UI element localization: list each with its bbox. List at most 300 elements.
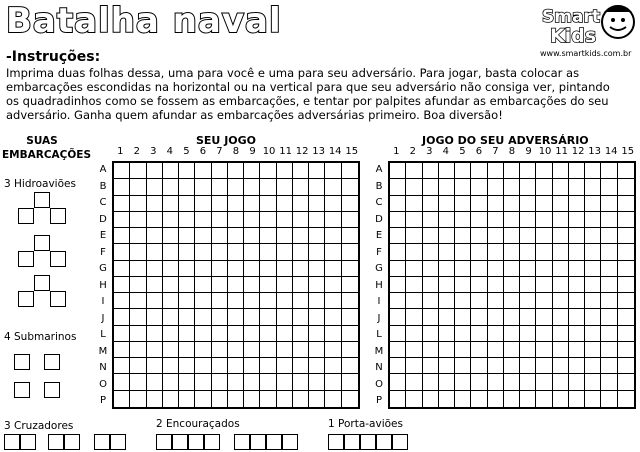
own-grid-cell[interactable] bbox=[130, 244, 146, 260]
own-grid-cell[interactable] bbox=[195, 179, 211, 195]
seaplane-square[interactable] bbox=[34, 235, 50, 251]
seaplane-square[interactable] bbox=[50, 291, 66, 307]
opponent-grid-cell[interactable] bbox=[455, 179, 471, 195]
own-grid-cell[interactable] bbox=[244, 228, 260, 244]
own-grid-cell[interactable] bbox=[179, 391, 195, 407]
opponent-grid-cell[interactable] bbox=[390, 261, 406, 277]
own-grid-cell[interactable] bbox=[260, 179, 276, 195]
opponent-grid-cell[interactable] bbox=[390, 374, 406, 390]
seaplane-square[interactable] bbox=[18, 291, 34, 307]
own-grid-cell[interactable] bbox=[244, 212, 260, 228]
own-grid-cell[interactable] bbox=[244, 326, 260, 342]
own-grid-cell[interactable] bbox=[309, 277, 325, 293]
opponent-grid-cell[interactable] bbox=[520, 244, 536, 260]
opponent-grid-cell[interactable] bbox=[585, 261, 601, 277]
opponent-grid-cell[interactable] bbox=[601, 163, 617, 179]
own-grid-cell[interactable] bbox=[309, 163, 325, 179]
opponent-grid-cell[interactable] bbox=[439, 358, 455, 374]
opponent-grid-cell[interactable] bbox=[504, 244, 520, 260]
opponent-grid-cell[interactable] bbox=[585, 309, 601, 325]
opponent-grid-cell[interactable] bbox=[504, 196, 520, 212]
opponent-grid-cell[interactable] bbox=[553, 196, 569, 212]
own-grid-cell[interactable] bbox=[342, 261, 358, 277]
own-grid-cell[interactable] bbox=[260, 228, 276, 244]
own-grid-cell[interactable] bbox=[293, 391, 309, 407]
opponent-grid-cell[interactable] bbox=[488, 326, 504, 342]
own-grid-cell[interactable] bbox=[163, 261, 179, 277]
cruiser-square[interactable] bbox=[94, 434, 110, 450]
opponent-grid-cell[interactable] bbox=[618, 309, 634, 325]
opponent-grid-cell[interactable] bbox=[585, 374, 601, 390]
own-grid-cell[interactable] bbox=[342, 326, 358, 342]
own-grid-cell[interactable] bbox=[293, 277, 309, 293]
opponent-grid-cell[interactable] bbox=[569, 163, 585, 179]
own-grid-cell[interactable] bbox=[260, 196, 276, 212]
own-grid-cell[interactable] bbox=[325, 244, 341, 260]
battleship-square[interactable] bbox=[188, 434, 204, 450]
own-grid-cell[interactable] bbox=[212, 391, 228, 407]
submarine-square[interactable] bbox=[44, 354, 60, 370]
own-grid-cell[interactable] bbox=[114, 342, 130, 358]
opponent-grid-cell[interactable] bbox=[455, 293, 471, 309]
own-grid-cell[interactable] bbox=[147, 212, 163, 228]
opponent-grid-cell[interactable] bbox=[585, 163, 601, 179]
opponent-grid-cell[interactable] bbox=[488, 212, 504, 228]
own-grid-cell[interactable] bbox=[228, 244, 244, 260]
own-grid-cell[interactable] bbox=[130, 212, 146, 228]
own-grid-cell[interactable] bbox=[179, 163, 195, 179]
own-grid-cell[interactable] bbox=[342, 293, 358, 309]
own-grid-cell[interactable] bbox=[228, 293, 244, 309]
opponent-grid-cell[interactable] bbox=[618, 212, 634, 228]
own-grid-cell[interactable] bbox=[114, 358, 130, 374]
own-grid-cell[interactable] bbox=[212, 212, 228, 228]
opponent-grid-cell[interactable] bbox=[569, 244, 585, 260]
own-grid-cell[interactable] bbox=[325, 293, 341, 309]
opponent-grid-cell[interactable] bbox=[569, 277, 585, 293]
opponent-grid-cell[interactable] bbox=[569, 179, 585, 195]
own-grid-cell[interactable] bbox=[260, 212, 276, 228]
own-grid-cell[interactable] bbox=[179, 309, 195, 325]
opponent-grid-cell[interactable] bbox=[423, 342, 439, 358]
seaplane-square[interactable] bbox=[34, 192, 50, 208]
own-grid-cell[interactable] bbox=[179, 277, 195, 293]
opponent-grid-cell[interactable] bbox=[553, 212, 569, 228]
opponent-grid-cell[interactable] bbox=[601, 179, 617, 195]
opponent-grid-cell[interactable] bbox=[553, 163, 569, 179]
cruiser-square[interactable] bbox=[110, 434, 126, 450]
opponent-grid-cell[interactable] bbox=[488, 342, 504, 358]
own-grid-cell[interactable] bbox=[130, 342, 146, 358]
opponent-grid-cell[interactable] bbox=[520, 179, 536, 195]
own-grid-cell[interactable] bbox=[309, 228, 325, 244]
own-grid-cell[interactable] bbox=[130, 179, 146, 195]
opponent-grid-cell[interactable] bbox=[488, 374, 504, 390]
own-grid-cell[interactable] bbox=[325, 277, 341, 293]
cruiser-square[interactable] bbox=[4, 434, 20, 450]
opponent-grid-cell[interactable] bbox=[618, 391, 634, 407]
carrier-square[interactable] bbox=[376, 434, 392, 450]
opponent-grid-cell[interactable] bbox=[390, 309, 406, 325]
opponent-grid-cell[interactable] bbox=[439, 228, 455, 244]
opponent-grid-cell[interactable] bbox=[406, 326, 422, 342]
opponent-grid-cell[interactable] bbox=[553, 293, 569, 309]
opponent-grid-cell[interactable] bbox=[520, 261, 536, 277]
opponent-grid-cell[interactable] bbox=[553, 391, 569, 407]
cruiser-square[interactable] bbox=[48, 434, 64, 450]
opponent-grid-cell[interactable] bbox=[455, 196, 471, 212]
opponent-grid-cell[interactable] bbox=[601, 228, 617, 244]
own-grid-cell[interactable] bbox=[212, 163, 228, 179]
opponent-grid-cell[interactable] bbox=[406, 196, 422, 212]
own-grid-cell[interactable] bbox=[260, 163, 276, 179]
opponent-grid-cell[interactable] bbox=[569, 391, 585, 407]
own-grid-cell[interactable] bbox=[114, 277, 130, 293]
own-grid-cell[interactable] bbox=[277, 391, 293, 407]
own-grid-cell[interactable] bbox=[244, 309, 260, 325]
opponent-grid-cell[interactable] bbox=[536, 309, 552, 325]
own-grid-cell[interactable] bbox=[212, 261, 228, 277]
own-grid-cell[interactable] bbox=[293, 342, 309, 358]
opponent-grid-cell[interactable] bbox=[423, 179, 439, 195]
opponent-grid-cell[interactable] bbox=[423, 374, 439, 390]
own-grid-cell[interactable] bbox=[293, 196, 309, 212]
own-grid-cell[interactable] bbox=[293, 326, 309, 342]
opponent-grid-cell[interactable] bbox=[536, 358, 552, 374]
own-grid-cell[interactable] bbox=[325, 309, 341, 325]
own-grid-cell[interactable] bbox=[114, 293, 130, 309]
opponent-grid-cell[interactable] bbox=[423, 196, 439, 212]
own-grid-cell[interactable] bbox=[147, 261, 163, 277]
opponent-grid-cell[interactable] bbox=[618, 374, 634, 390]
opponent-grid-cell[interactable] bbox=[553, 277, 569, 293]
opponent-grid-cell[interactable] bbox=[618, 228, 634, 244]
own-grid-cell[interactable] bbox=[179, 261, 195, 277]
submarine-square[interactable] bbox=[44, 382, 60, 398]
opponent-grid-cell[interactable] bbox=[471, 244, 487, 260]
opponent-grid-cell[interactable] bbox=[488, 261, 504, 277]
own-grid-cell[interactable] bbox=[260, 277, 276, 293]
own-grid-cell[interactable] bbox=[163, 212, 179, 228]
own-grid-cell[interactable] bbox=[179, 212, 195, 228]
own-grid-cell[interactable] bbox=[309, 326, 325, 342]
own-grid-cell[interactable] bbox=[309, 261, 325, 277]
opponent-grid-cell[interactable] bbox=[569, 358, 585, 374]
opponent-grid-cell[interactable] bbox=[488, 293, 504, 309]
own-grid-cell[interactable] bbox=[195, 163, 211, 179]
own-grid-cell[interactable] bbox=[179, 358, 195, 374]
own-grid-cell[interactable] bbox=[195, 293, 211, 309]
opponent-grid-cell[interactable] bbox=[406, 277, 422, 293]
own-grid-cell[interactable] bbox=[277, 277, 293, 293]
opponent-grid-cell[interactable] bbox=[390, 342, 406, 358]
own-grid-cell[interactable] bbox=[130, 293, 146, 309]
opponent-grid-cell[interactable] bbox=[585, 358, 601, 374]
own-grid-cell[interactable] bbox=[147, 196, 163, 212]
opponent-grid-cell[interactable] bbox=[423, 228, 439, 244]
own-grid-cell[interactable] bbox=[163, 228, 179, 244]
own-grid-cell[interactable] bbox=[163, 244, 179, 260]
own-grid-cell[interactable] bbox=[293, 163, 309, 179]
opponent-grid-cell[interactable] bbox=[423, 261, 439, 277]
own-grid-cell[interactable] bbox=[212, 326, 228, 342]
own-grid-cell[interactable] bbox=[228, 358, 244, 374]
carrier-square[interactable] bbox=[328, 434, 344, 450]
own-grid-cell[interactable] bbox=[195, 244, 211, 260]
opponent-grid-cell[interactable] bbox=[504, 261, 520, 277]
own-grid-cell[interactable] bbox=[228, 309, 244, 325]
cruiser-square[interactable] bbox=[20, 434, 36, 450]
opponent-grid-cell[interactable] bbox=[455, 342, 471, 358]
own-grid-cell[interactable] bbox=[342, 277, 358, 293]
opponent-grid-cell[interactable] bbox=[471, 212, 487, 228]
opponent-grid-cell[interactable] bbox=[455, 309, 471, 325]
opponent-grid-cell[interactable] bbox=[569, 342, 585, 358]
own-grid-cell[interactable] bbox=[212, 179, 228, 195]
opponent-grid-cell[interactable] bbox=[439, 179, 455, 195]
own-grid-cell[interactable] bbox=[147, 228, 163, 244]
own-grid-cell[interactable] bbox=[277, 374, 293, 390]
opponent-grid-cell[interactable] bbox=[504, 228, 520, 244]
opponent-grid-cell[interactable] bbox=[536, 244, 552, 260]
own-grid-cell[interactable] bbox=[163, 309, 179, 325]
opponent-grid-cell[interactable] bbox=[390, 293, 406, 309]
own-grid-cell[interactable] bbox=[228, 326, 244, 342]
opponent-grid-cell[interactable] bbox=[390, 391, 406, 407]
battleship-square[interactable] bbox=[234, 434, 250, 450]
own-grid-cell[interactable] bbox=[325, 261, 341, 277]
own-grid-cell[interactable] bbox=[309, 342, 325, 358]
own-grid-cell[interactable] bbox=[342, 358, 358, 374]
opponent-grid-cell[interactable] bbox=[439, 196, 455, 212]
opponent-grid-cell[interactable] bbox=[406, 358, 422, 374]
own-grid-cell[interactable] bbox=[342, 212, 358, 228]
opponent-grid-cell[interactable] bbox=[618, 196, 634, 212]
own-grid-cell[interactable] bbox=[114, 179, 130, 195]
opponent-grid-cell[interactable] bbox=[569, 326, 585, 342]
opponent-grid-cell[interactable] bbox=[601, 293, 617, 309]
own-grid-cell[interactable] bbox=[244, 391, 260, 407]
opponent-grid-cell[interactable] bbox=[569, 228, 585, 244]
opponent-grid-cell[interactable] bbox=[504, 293, 520, 309]
opponent-grid-cell[interactable] bbox=[601, 309, 617, 325]
own-grid-cell[interactable] bbox=[212, 309, 228, 325]
own-grid-cell[interactable] bbox=[147, 277, 163, 293]
own-grid-cell[interactable] bbox=[163, 179, 179, 195]
opponent-grid-cell[interactable] bbox=[536, 196, 552, 212]
opponent-grid-cell[interactable] bbox=[585, 196, 601, 212]
own-grid-cell[interactable] bbox=[277, 244, 293, 260]
own-grid-cell[interactable] bbox=[244, 358, 260, 374]
opponent-grid-cell[interactable] bbox=[423, 277, 439, 293]
opponent-grid-cell[interactable] bbox=[536, 326, 552, 342]
own-grid-cell[interactable] bbox=[195, 309, 211, 325]
opponent-grid-cell[interactable] bbox=[536, 342, 552, 358]
battleship-square[interactable] bbox=[156, 434, 172, 450]
own-grid-cell[interactable] bbox=[114, 391, 130, 407]
own-grid-cell[interactable] bbox=[244, 374, 260, 390]
opponent-grid-cell[interactable] bbox=[390, 244, 406, 260]
opponent-grid-cell[interactable] bbox=[390, 179, 406, 195]
own-grid-cell[interactable] bbox=[342, 196, 358, 212]
seaplane-square[interactable] bbox=[34, 275, 50, 291]
opponent-grid-cell[interactable] bbox=[439, 212, 455, 228]
opponent-grid-cell[interactable] bbox=[423, 293, 439, 309]
opponent-grid-cell[interactable] bbox=[406, 244, 422, 260]
own-grid-cell[interactable] bbox=[179, 244, 195, 260]
own-grid-cell[interactable] bbox=[342, 179, 358, 195]
opponent-grid-cell[interactable] bbox=[406, 374, 422, 390]
opponent-grid-cell[interactable] bbox=[439, 261, 455, 277]
opponent-grid-cell[interactable] bbox=[536, 228, 552, 244]
opponent-grid-cell[interactable] bbox=[618, 261, 634, 277]
opponent-grid-cell[interactable] bbox=[520, 309, 536, 325]
own-grid-cell[interactable] bbox=[163, 374, 179, 390]
opponent-grid-cell[interactable] bbox=[585, 391, 601, 407]
own-grid-cell[interactable] bbox=[293, 244, 309, 260]
opponent-grid-cell[interactable] bbox=[585, 244, 601, 260]
own-grid-cell[interactable] bbox=[309, 244, 325, 260]
own-grid-cell[interactable] bbox=[260, 391, 276, 407]
opponent-grid-cell[interactable] bbox=[406, 212, 422, 228]
opponent-grid-cell[interactable] bbox=[406, 179, 422, 195]
opponent-grid-cell[interactable] bbox=[601, 391, 617, 407]
own-grid-cell[interactable] bbox=[195, 228, 211, 244]
own-grid-cell[interactable] bbox=[195, 326, 211, 342]
own-grid-cell[interactable] bbox=[163, 293, 179, 309]
opponent-grid-cell[interactable] bbox=[471, 293, 487, 309]
opponent-grid-cell[interactable] bbox=[553, 309, 569, 325]
opponent-grid-cell[interactable] bbox=[504, 326, 520, 342]
opponent-grid-cell[interactable] bbox=[439, 342, 455, 358]
opponent-grid-cell[interactable] bbox=[553, 261, 569, 277]
own-grid-cell[interactable] bbox=[130, 358, 146, 374]
own-grid-cell[interactable] bbox=[212, 342, 228, 358]
own-grid-cell[interactable] bbox=[228, 163, 244, 179]
own-grid-cell[interactable] bbox=[277, 179, 293, 195]
own-grid-cell[interactable] bbox=[114, 196, 130, 212]
own-grid-cell[interactable] bbox=[195, 196, 211, 212]
opponent-grid-cell[interactable] bbox=[439, 163, 455, 179]
own-grid-cell[interactable] bbox=[309, 179, 325, 195]
own-grid-cell[interactable] bbox=[277, 228, 293, 244]
own-grid-cell[interactable] bbox=[342, 244, 358, 260]
own-grid-cell[interactable] bbox=[342, 163, 358, 179]
own-grid-cell[interactable] bbox=[147, 179, 163, 195]
opponent-grid-cell[interactable] bbox=[520, 277, 536, 293]
opponent-grid-cell[interactable] bbox=[390, 196, 406, 212]
opponent-grid-cell[interactable] bbox=[406, 293, 422, 309]
opponent-grid-cell[interactable] bbox=[406, 391, 422, 407]
own-grid-cell[interactable] bbox=[228, 374, 244, 390]
own-grid-cell[interactable] bbox=[309, 212, 325, 228]
own-grid-cell[interactable] bbox=[260, 374, 276, 390]
opponent-grid-cell[interactable] bbox=[471, 391, 487, 407]
own-grid-cell[interactable] bbox=[309, 358, 325, 374]
opponent-grid-cell[interactable] bbox=[569, 309, 585, 325]
own-grid-cell[interactable] bbox=[325, 358, 341, 374]
own-grid-cell[interactable] bbox=[114, 228, 130, 244]
opponent-grid-cell[interactable] bbox=[406, 309, 422, 325]
opponent-grid-cell[interactable] bbox=[423, 326, 439, 342]
carrier-square[interactable] bbox=[344, 434, 360, 450]
opponent-grid-cell[interactable] bbox=[390, 228, 406, 244]
opponent-grid-cell[interactable] bbox=[553, 228, 569, 244]
own-grid-cell[interactable] bbox=[114, 261, 130, 277]
opponent-grid-cell[interactable] bbox=[439, 391, 455, 407]
opponent-grid-cell[interactable] bbox=[423, 212, 439, 228]
own-grid-cell[interactable] bbox=[325, 326, 341, 342]
battleship-square[interactable] bbox=[266, 434, 282, 450]
opponent-grid-cell[interactable] bbox=[569, 261, 585, 277]
opponent-grid-cell[interactable] bbox=[390, 163, 406, 179]
own-grid-cell[interactable] bbox=[244, 277, 260, 293]
opponent-grid-cell[interactable] bbox=[471, 228, 487, 244]
own-grid-cell[interactable] bbox=[260, 326, 276, 342]
own-grid-cell[interactable] bbox=[114, 244, 130, 260]
own-grid-cell[interactable] bbox=[277, 326, 293, 342]
opponent-grid-cell[interactable] bbox=[520, 326, 536, 342]
own-grid-cell[interactable] bbox=[212, 374, 228, 390]
own-grid-cell[interactable] bbox=[147, 326, 163, 342]
own-grid-cell[interactable] bbox=[147, 391, 163, 407]
own-grid-cell[interactable] bbox=[228, 261, 244, 277]
opponent-grid-cell[interactable] bbox=[553, 374, 569, 390]
opponent-grid-cell[interactable] bbox=[585, 228, 601, 244]
battleship-square[interactable] bbox=[172, 434, 188, 450]
own-grid-cell[interactable] bbox=[342, 342, 358, 358]
own-grid-cell[interactable] bbox=[309, 374, 325, 390]
own-grid-cell[interactable] bbox=[147, 358, 163, 374]
own-grid-cell[interactable] bbox=[325, 212, 341, 228]
own-grid-cell[interactable] bbox=[244, 293, 260, 309]
own-grid-cell[interactable] bbox=[325, 228, 341, 244]
own-grid-cell[interactable] bbox=[163, 326, 179, 342]
own-grid-cell[interactable] bbox=[114, 374, 130, 390]
own-grid-cell[interactable] bbox=[325, 196, 341, 212]
opponent-grid-cell[interactable] bbox=[504, 309, 520, 325]
opponent-grid-cell[interactable] bbox=[618, 326, 634, 342]
opponent-grid-cell[interactable] bbox=[504, 163, 520, 179]
own-grid-cell[interactable] bbox=[179, 196, 195, 212]
own-grid-cell[interactable] bbox=[293, 358, 309, 374]
cruiser-square[interactable] bbox=[64, 434, 80, 450]
own-grid-cell[interactable] bbox=[212, 196, 228, 212]
opponent-grid-cell[interactable] bbox=[536, 212, 552, 228]
opponent-grid-cell[interactable] bbox=[520, 212, 536, 228]
own-grid-cell[interactable] bbox=[309, 196, 325, 212]
own-grid-cell[interactable] bbox=[260, 342, 276, 358]
opponent-grid-cell[interactable] bbox=[520, 342, 536, 358]
own-grid-cell[interactable] bbox=[277, 358, 293, 374]
opponent-grid-cell[interactable] bbox=[504, 374, 520, 390]
own-grid-cell[interactable] bbox=[260, 358, 276, 374]
opponent-grid-cell[interactable] bbox=[569, 196, 585, 212]
carrier-square[interactable] bbox=[392, 434, 408, 450]
opponent-grid-cell[interactable] bbox=[390, 326, 406, 342]
own-grid-cell[interactable] bbox=[342, 391, 358, 407]
own-grid-cell[interactable] bbox=[147, 244, 163, 260]
own-grid-cell[interactable] bbox=[293, 374, 309, 390]
own-grid-cell[interactable] bbox=[277, 293, 293, 309]
opponent-grid-cell[interactable] bbox=[455, 261, 471, 277]
opponent-grid-cell[interactable] bbox=[585, 277, 601, 293]
own-grid-cell[interactable] bbox=[260, 244, 276, 260]
opponent-grid-cell[interactable] bbox=[520, 374, 536, 390]
opponent-grid-cell[interactable] bbox=[601, 244, 617, 260]
own-grid-cell[interactable] bbox=[147, 342, 163, 358]
opponent-grid-cell[interactable] bbox=[536, 277, 552, 293]
